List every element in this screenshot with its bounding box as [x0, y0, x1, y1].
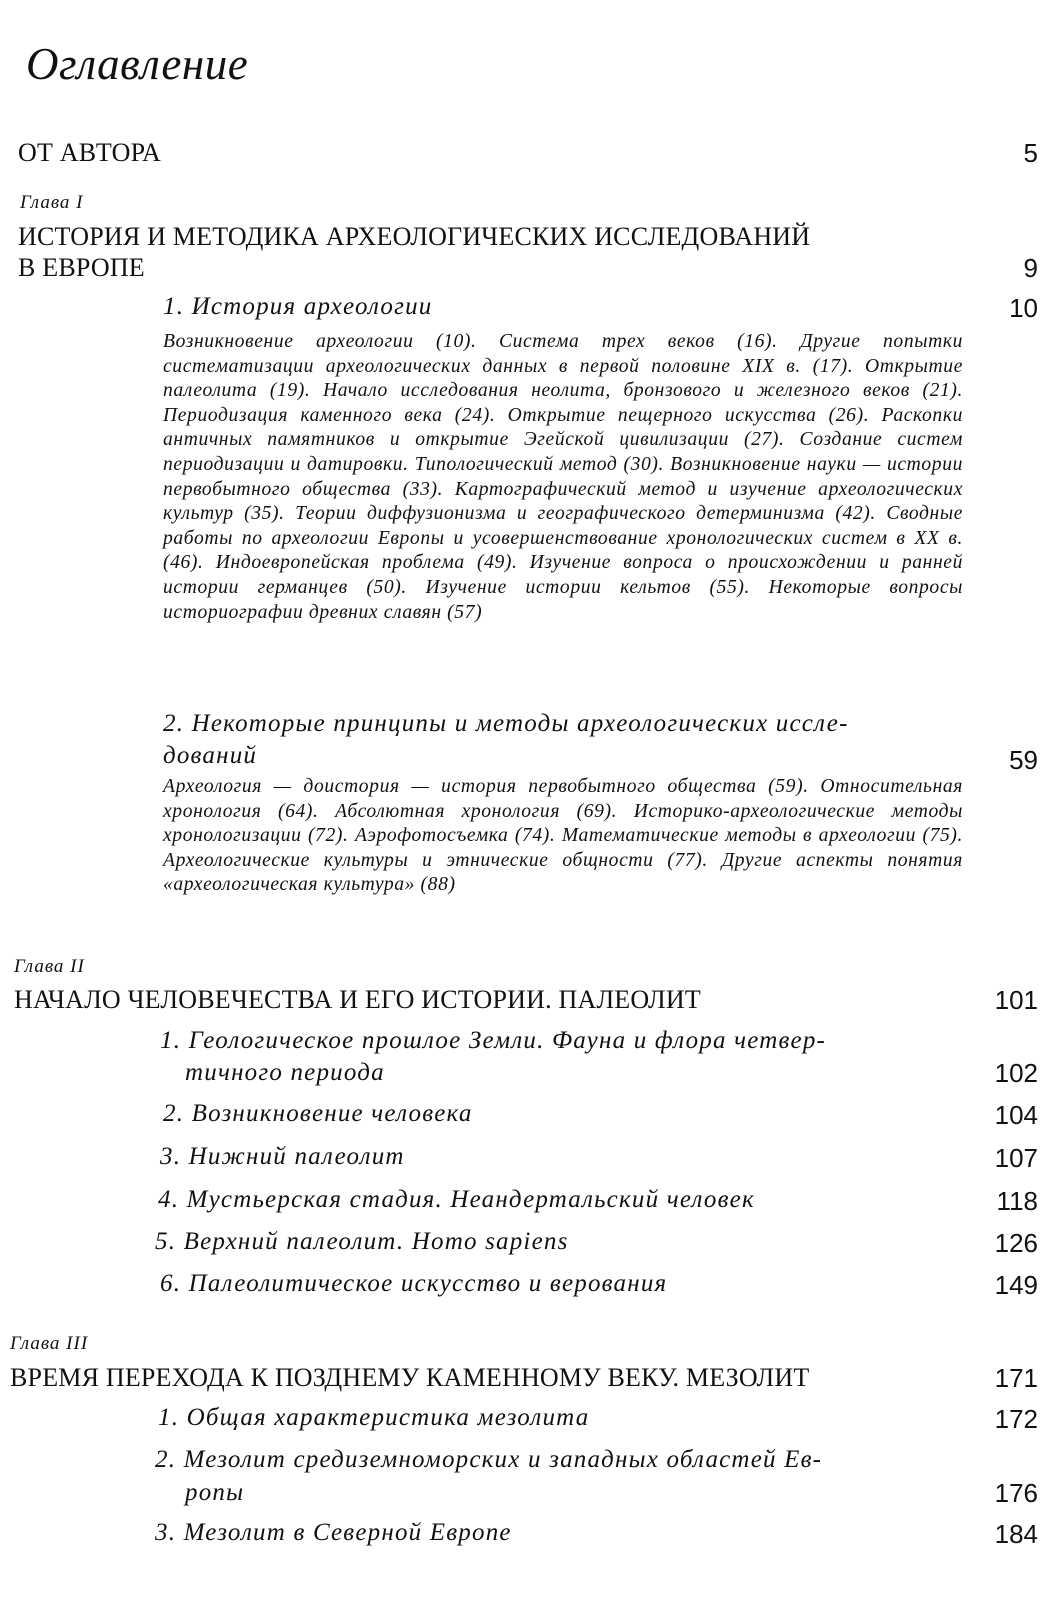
foreword-title: ОТ АВТОРА	[18, 138, 161, 167]
section-1-2-title-line1: 2. Некоторые принципы и методы археологических иссле-	[163, 710, 849, 737]
section-1-2-title-line2: дований	[163, 742, 258, 769]
section-2-6-page: 149	[994, 1270, 1038, 1300]
section-2-5-title: 5. Верхний палеолит. Homo sapiens	[155, 1228, 569, 1255]
section-2-3-title: 3. Нижний палеолит	[160, 1143, 405, 1170]
section-2-2-title: 2. Возникновение человека	[163, 1100, 473, 1127]
section-3-1-title: 1. Общая характеристика мезолита	[158, 1404, 590, 1431]
page-title: Оглавление	[26, 39, 249, 89]
section-3-3-page: 184	[994, 1519, 1038, 1549]
section-1-1-page: 10	[1009, 293, 1038, 323]
section-2-1-title-line1: 1. Геологическое прошлое Земли. Фауна и флора четвер-	[160, 1027, 827, 1054]
section-1-1-title: 1. История археологии	[163, 293, 433, 320]
section-2-6-title: 6. Палеолитическое искусство и верования	[160, 1270, 668, 1297]
chapter-1-title-line2: В ЕВРОПЕ	[18, 253, 145, 282]
section-3-1-page: 172	[994, 1404, 1038, 1434]
section-2-1-title-line2: тичного периода	[185, 1059, 385, 1086]
foreword-page: 5	[1023, 138, 1038, 168]
section-1-1-description: Возникновение археологии (10). Система трех веков (16). Другие попытки систематизации археологических данных в первой половине XIX в. (17). Открытие палеолита (19). Начало исследования неолита, бронзового и железного веков (21). Периодизация каменного века (24). Открытие пещерного искусства (26). Раскопки античных памятников и открытие Эгейской цивилизации (27). Создание систем периодизации и датировки. Типологический метод (30). Возникновение науки — истории первобытного общества (33). Картографический метод и изучение археологических культур (35). Теории диффузионизма и географического детерминизма (42). Сводные работы по археологии Европы и усовершенствование хронологических систем в XX в. (46). Индоевропейская проблема (49). Изучение вопроса о происхождении и ранней истории германцев (50). Изучение истории кельтов (55). Некоторые вопросы историографии древних славян (57)	[163, 331, 963, 623]
chapter-3-page: 171	[994, 1363, 1038, 1393]
chapter-1-page: 9	[1023, 253, 1038, 283]
chapter-2-page: 101	[994, 985, 1038, 1015]
section-3-2-title-line1: 2. Мезолит средиземноморских и западных областей Ев-	[155, 1446, 823, 1473]
section-1-2-page: 59	[1009, 745, 1038, 775]
chapter-2-label: Глава II	[14, 956, 85, 977]
section-2-2-page: 104	[994, 1100, 1038, 1130]
chapter-2-title: НАЧАЛО ЧЕЛОВЕЧЕСТВА И ЕГО ИСТОРИИ. ПАЛЕОЛИТ	[14, 985, 701, 1014]
section-2-4-page: 118	[996, 1186, 1038, 1216]
section-2-5-page: 126	[994, 1228, 1038, 1258]
chapter-3-title: ВРЕМЯ ПЕРЕХОДА К ПОЗДНЕМУ КАМЕННОМУ ВЕКУ. МЕЗОЛИТ	[10, 1363, 810, 1392]
section-2-1-page: 102	[994, 1058, 1038, 1088]
section-2-3-page: 107	[994, 1143, 1038, 1173]
chapter-1-label: Глава I	[20, 192, 84, 213]
section-3-3-title: 3. Мезолит в Северной Европе	[155, 1519, 512, 1546]
section-2-4-title: 4. Мустьерская стадия. Неандертальский человек	[158, 1186, 755, 1213]
section-3-2-title-line2: ропы	[185, 1479, 245, 1506]
chapter-1-title-line1: ИСТОРИЯ И МЕТОДИКА АРХЕОЛОГИЧЕСКИХ ИССЛЕДОВАНИЙ	[18, 222, 811, 251]
section-3-2-page: 176	[994, 1478, 1038, 1508]
section-1-2-description: Археология — доистория — история первобытного общества (59). Относительная хронология (64). Абсолютная хронология (69). Историко-археологические методы хронологизации (72). Аэрофотосъемка (74). Математические методы в археологии (75). Археологические культуры и этнические общности (77). Другие аспекты понятия «археологическая культура» (88)	[163, 776, 963, 896]
chapter-3-label: Глава III	[10, 1333, 89, 1354]
